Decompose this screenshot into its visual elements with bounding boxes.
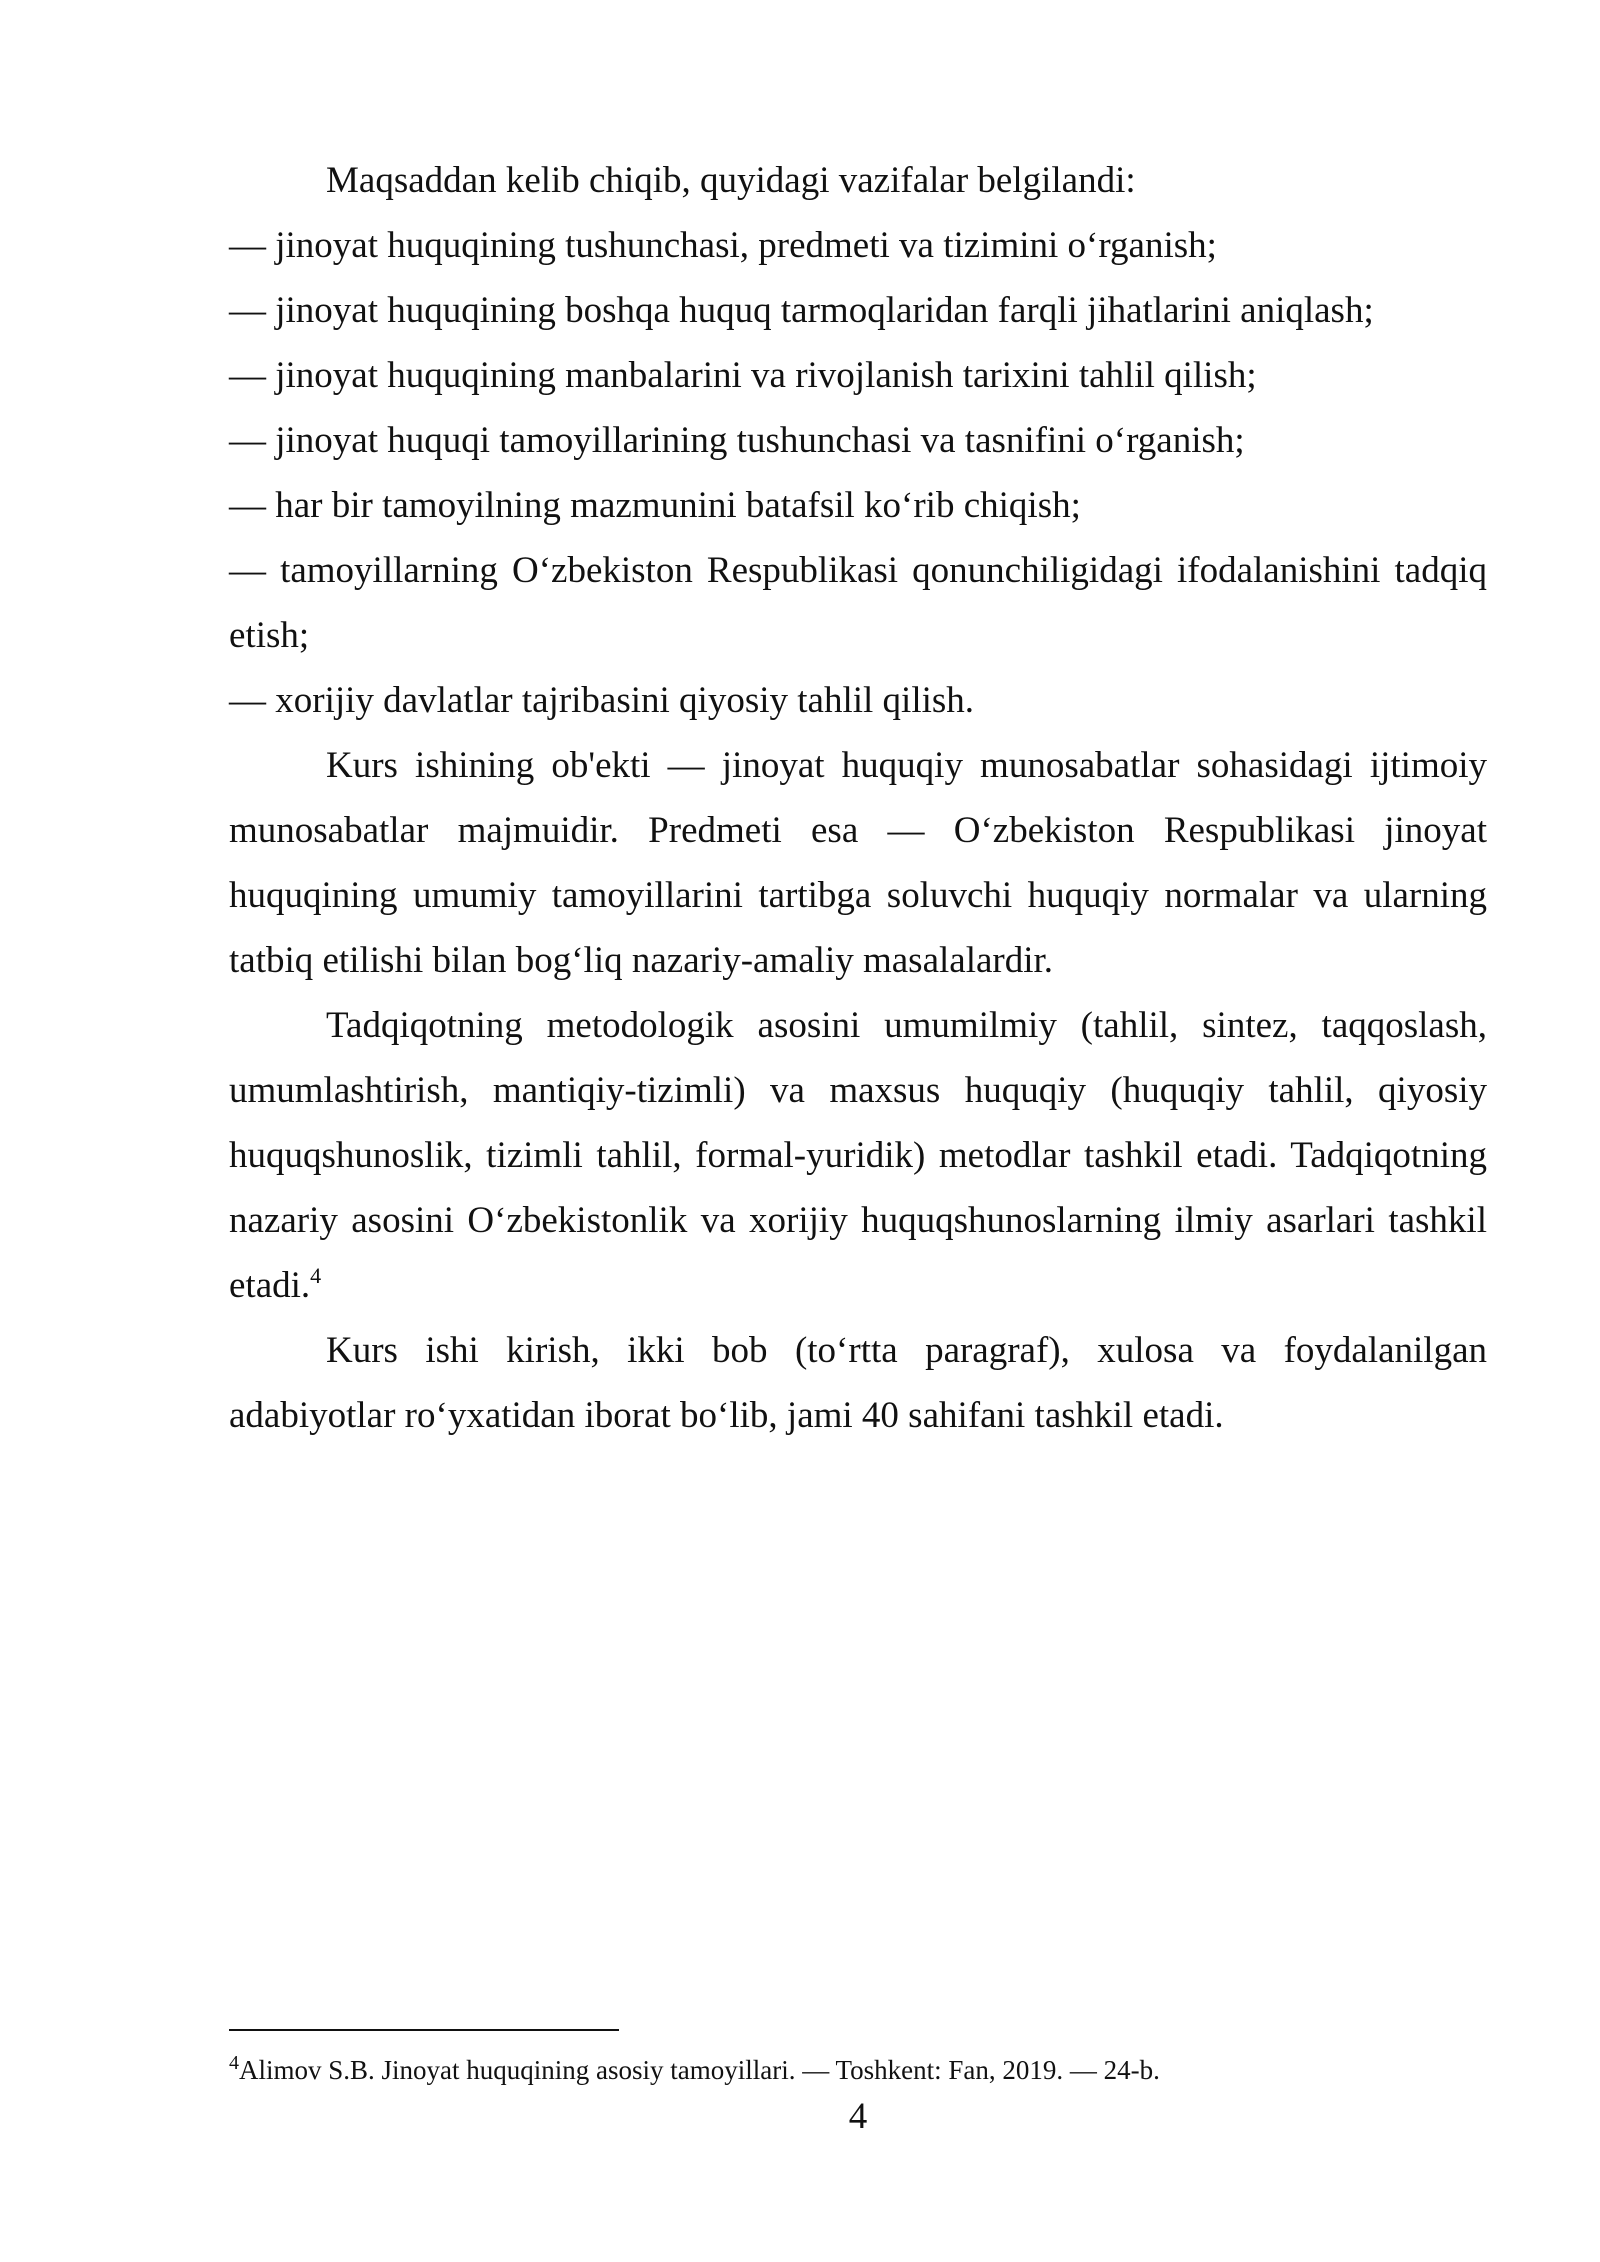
task-item-1: — jinoyat huquqining tushunchasi, predmeti va tizimini o‘rganish; bbox=[229, 225, 1217, 266]
footnote bbox=[229, 2050, 1487, 2090]
footnote-number: 4 bbox=[229, 2052, 239, 2074]
footnote-reference[interactable]: 4 bbox=[310, 1263, 322, 1288]
methodology-text: Tadqiqotning metodologik asosini umumilmiy (tahlil, sintez, taqqoslash, umumlashtirish, mantiqiy-tizimli) va maxsus huquqiy (huquqiy tahlil, qiyosiy huquqshunoslik, tizimli tahlil, formal-yuridik) metodlar tashkil etadi. Tadqiqotning nazariy asosini O‘zbekistonlik va xorijiy huquqshunoslarning ilmiy asarlari tashkil etadi. bbox=[229, 1005, 1487, 1306]
tasks-intro: Maqsaddan kelib chiqib, quyidagi vazifalar belgilandi: bbox=[326, 160, 1136, 201]
page-number: 4 bbox=[848, 2096, 868, 2137]
task-item-4: — jinoyat huquqi tamoyillarining tushunchasi va tasnifini o‘rganish; bbox=[229, 420, 1245, 461]
footnote-text: Alimov S.B. Jinoyat huquqining asosiy tamoyillari. — Toshkent: Fan, 2019. — 24-b. bbox=[239, 2055, 1160, 2085]
task-item-5: — har bir tamoyilning mazmunini batafsil ko‘rib chiqish; bbox=[229, 485, 1081, 526]
paragraph-object-subject: Kurs ishining ob'ekti — jinoyat huquqiy munosabatlar sohasidagi ijtimoiy munosabatlar majmuidir. Predmeti esa — O‘zbekiston Respublikasi jinoyat huquqining umumiy tamoyillarini tartibga soluvchi huquqiy normalar va ularning tatbiq etilishi bilan bog‘liq nazariy-amaliy masalalardir. bbox=[229, 745, 1487, 981]
task-item-7: — xorijiy davlatlar tajribasini qiyosiy tahlil qilish. bbox=[229, 680, 975, 721]
task-item-6: — tamoyillarning O‘zbekiston Respublikasi qonunchiligidagi ifodalanishini tadqiq etish; bbox=[229, 550, 1487, 656]
task-item-2: — jinoyat huquqining boshqa huquq tarmoqlaridan farqli jihatlarini aniqlash; bbox=[229, 290, 1374, 331]
task-item-3: — jinoyat huquqining manbalarini va rivojlanish tarixini tahlil qilish; bbox=[229, 355, 1257, 396]
paragraph-methodology bbox=[229, 993, 1487, 1318]
main-text bbox=[229, 148, 1487, 1448]
paragraph-structure: Kurs ishi kirish, ikki bob (to‘rtta paragraf), xulosa va foydalanilgan adabiyotlar ro‘yxatidan iborat bo‘lib, jami 40 sahifani tashkil etadi. bbox=[229, 1330, 1487, 1436]
footnote-separator bbox=[229, 2029, 619, 2031]
